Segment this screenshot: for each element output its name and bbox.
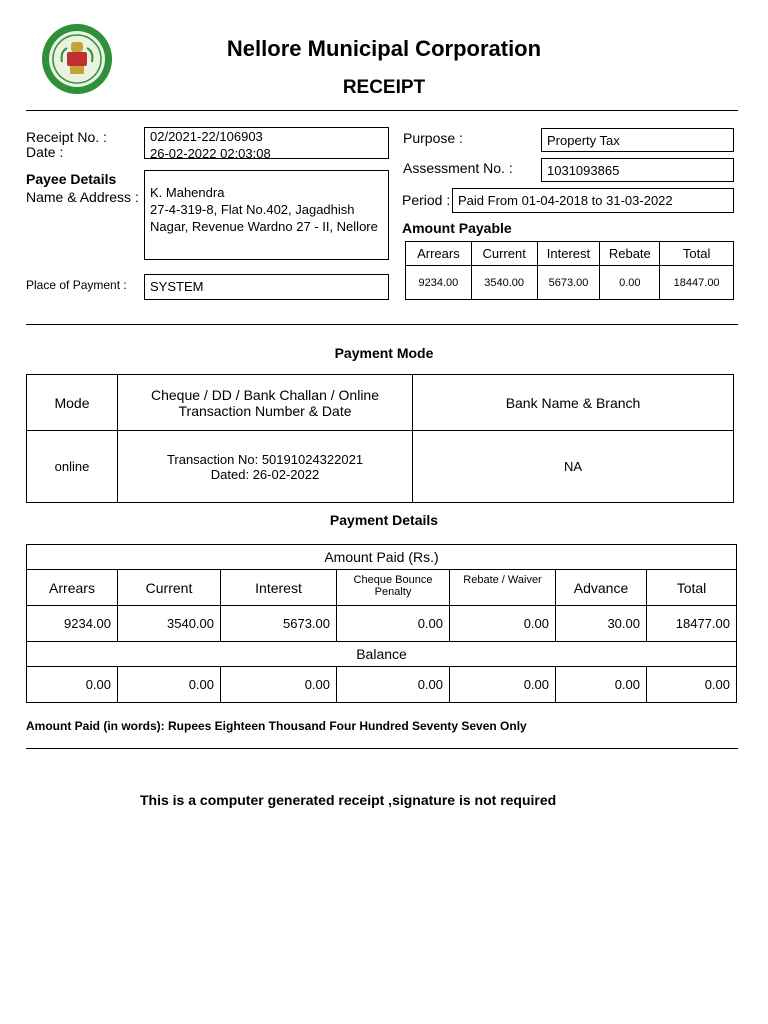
section-divider-1 <box>26 324 738 325</box>
pd-header-cheque-bounce: Cheque Bounce <box>353 574 433 586</box>
pm-transaction-value <box>118 431 413 503</box>
purpose-box <box>541 128 734 152</box>
period-value: Paid From 01-04-2018 to 31-03-2022 <box>458 193 673 208</box>
receipt-no-label: Receipt No. : <box>26 129 107 145</box>
receipt-no-value: 02/2021-22/106903 <box>150 129 263 144</box>
pd-header-cheque-bounce-penalty <box>337 570 450 606</box>
place-of-payment-value: SYSTEM <box>150 279 204 294</box>
ap-header-arrears: Arrears <box>406 242 472 266</box>
payment-details-title: Payment Details <box>329 512 439 528</box>
pd-header-total: Total <box>647 570 737 606</box>
pd-value-advance: 30.00 <box>556 606 647 642</box>
payment-mode-title: Payment Mode <box>334 345 434 361</box>
pd-balance-arrears: 0.00 <box>27 667 118 703</box>
pd-header-rebate-waiver: Rebate / Waiver <box>450 570 556 606</box>
purpose-value: Property Tax <box>547 133 620 148</box>
pm-header-bank: Bank Name & Branch <box>413 375 734 431</box>
pd-value-total: 18477.00 <box>647 606 737 642</box>
name-address-label: Name & Address : <box>26 189 139 205</box>
name-address-box <box>144 170 389 260</box>
payee-address-line1: 27-4-319-8, Flat No.402, Jagadhish <box>150 202 355 217</box>
ap-header-current: Current <box>471 242 537 266</box>
computer-generated-note: This is a computer generated receipt ,signature is not required <box>140 792 557 808</box>
pd-header-current: Current <box>118 570 221 606</box>
ap-value-arrears: 9234.00 <box>406 266 472 300</box>
pd-header-penalty: Penalty <box>374 586 412 598</box>
pd-balance-cheque-bounce-penalty: 0.00 <box>337 667 450 703</box>
ap-header-rebate: Rebate <box>600 242 660 266</box>
pd-amount-paid-header: Amount Paid (Rs.) <box>27 545 737 570</box>
ap-value-current: 3540.00 <box>471 266 537 300</box>
payment-mode-table <box>26 374 734 503</box>
ap-header-interest: Interest <box>537 242 600 266</box>
receipt-no-date-box <box>144 127 389 159</box>
pm-mode-value: online <box>27 431 118 503</box>
doc-title: RECEIPT <box>342 77 426 98</box>
pd-balance-rebate-waiver: 0.00 <box>450 667 556 703</box>
pd-value-interest: 5673.00 <box>221 606 337 642</box>
purpose-label: Purpose : <box>403 130 463 146</box>
pd-header-interest: Interest <box>221 570 337 606</box>
date-value: 26-02-2022 02:03:08 <box>150 146 271 161</box>
pm-bank-value: NA <box>413 431 734 503</box>
pd-balance-header: Balance <box>27 642 737 667</box>
period-label: Period : <box>402 192 451 208</box>
pd-balance-current: 0.00 <box>118 667 221 703</box>
payee-details-label: Payee Details <box>26 171 117 187</box>
amount-payable-title: Amount Payable <box>402 220 512 236</box>
pm-transaction-date: Dated: 26-02-2022 <box>210 466 320 482</box>
assessment-no-value: 1031093865 <box>547 163 620 178</box>
pd-value-arrears: 9234.00 <box>27 606 118 642</box>
amount-in-words: Amount Paid (in words): Rupees Eighteen Thousand Four Hundred Seventy Seven Only <box>26 719 527 733</box>
header-divider <box>26 110 738 111</box>
pm-header-mode: Mode <box>27 375 118 431</box>
pd-header-arrears: Arrears <box>27 570 118 606</box>
payee-address-line2: Nagar, Revenue Wardno 27 - II, Nellore <box>150 219 378 234</box>
place-of-payment-label: Place of Payment : <box>26 278 127 292</box>
pd-value-cheque-bounce-penalty: 0.00 <box>337 606 450 642</box>
ap-value-interest: 5673.00 <box>537 266 600 300</box>
assessment-no-box <box>541 158 734 182</box>
ap-value-total: 18447.00 <box>660 266 734 300</box>
pm-header-transaction-line1: Cheque / DD / Bank Challan / Online <box>150 386 379 403</box>
pm-header-transaction-line2: Transaction Number & Date <box>178 402 352 419</box>
pd-value-rebate-waiver: 0.00 <box>450 606 556 642</box>
amount-payable-table <box>405 241 734 300</box>
payee-name: K. Mahendra <box>150 185 225 200</box>
org-name: Nellore Municipal Corporation <box>226 36 542 61</box>
pd-header-advance: Advance <box>556 570 647 606</box>
pd-value-current: 3540.00 <box>118 606 221 642</box>
pd-balance-advance: 0.00 <box>556 667 647 703</box>
payment-details-table <box>26 544 737 703</box>
ap-header-total: Total <box>660 242 734 266</box>
place-of-payment-box <box>144 274 389 300</box>
pm-header-transaction <box>118 375 413 431</box>
section-divider-2 <box>26 748 738 749</box>
date-label: Date : <box>26 144 64 160</box>
pd-balance-total: 0.00 <box>647 667 737 703</box>
period-box <box>452 188 734 213</box>
assessment-no-label: Assessment No. : <box>403 160 513 176</box>
ap-value-rebate: 0.00 <box>600 266 660 300</box>
pm-transaction-no: Transaction No: 50191024322021 <box>166 451 364 467</box>
pd-balance-interest: 0.00 <box>221 667 337 703</box>
